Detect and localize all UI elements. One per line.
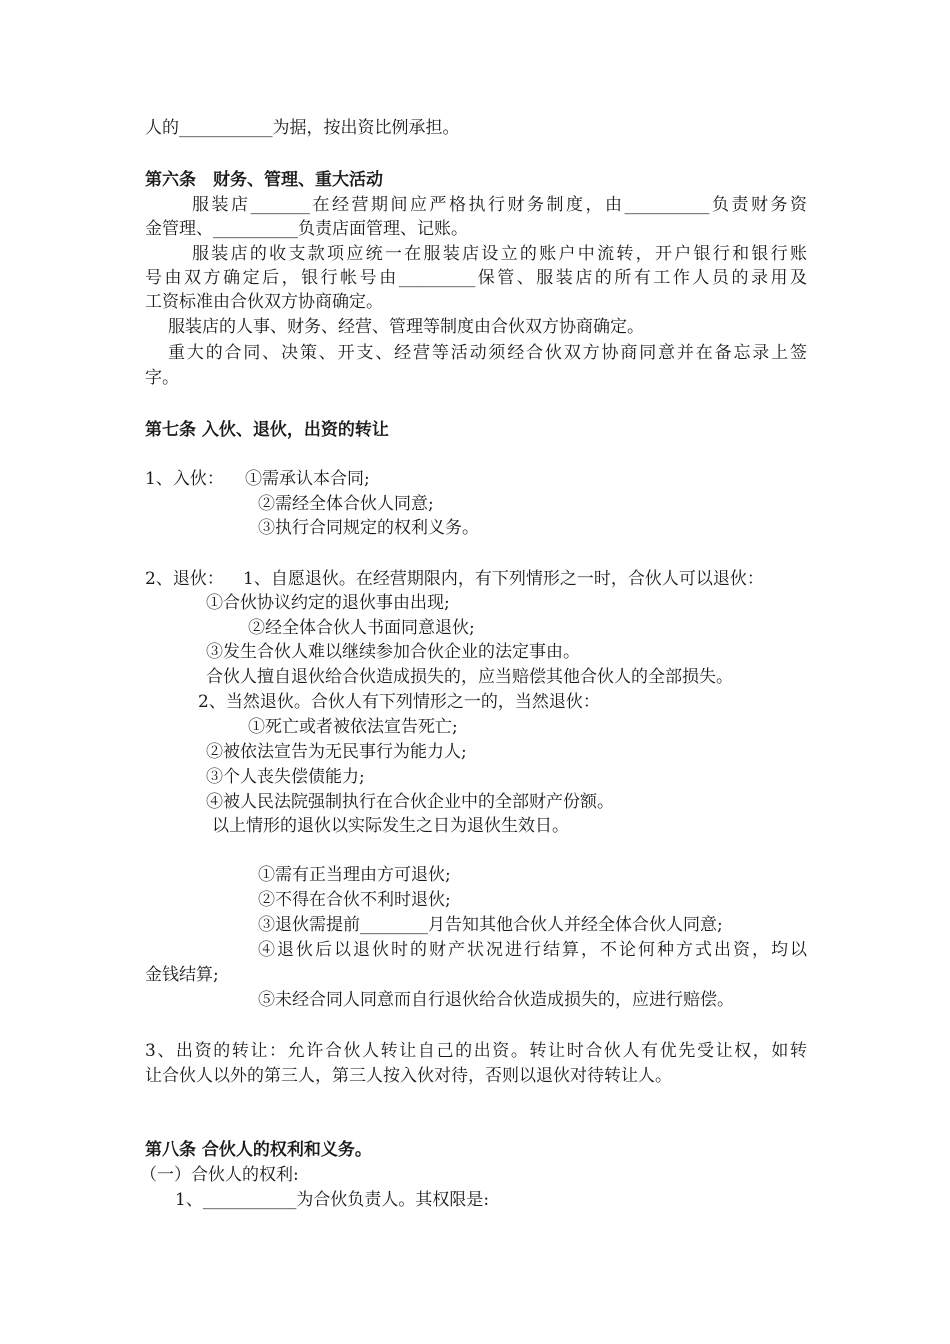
list-item: ③执行合同规定的权利义务。 bbox=[258, 518, 479, 538]
list-label: 1、入伙： bbox=[145, 469, 224, 489]
paragraph-line: 金管理、__________负责店面管理、记账。 bbox=[145, 219, 468, 239]
list-item: ①死亡或者被依法宣告死亡; bbox=[248, 717, 458, 737]
list-item: ③个人丧失偿债能力; bbox=[206, 767, 365, 787]
paragraph-line: 字。 bbox=[145, 368, 179, 388]
list-item: ②需经全体合伙人同意; bbox=[258, 494, 434, 514]
list-item: 2、当然退伙。合伙人有下列情形之一的，当然退伙： bbox=[198, 692, 600, 712]
list-item: 1、___________为合伙负责人。其权限是: bbox=[175, 1190, 490, 1210]
paragraph-line: 让合伙人以外的第三人，第三人按入伙对待，否则以退伙对待转让人。 bbox=[145, 1066, 672, 1086]
paragraph-line: 3、出资的转让：允许合伙人转让自己的出资。转让时合伙人有优先受让权，如转 bbox=[145, 1041, 807, 1061]
section-heading-8: 第八条 合伙人的权利和义务。 bbox=[145, 1140, 372, 1160]
list-item: 合伙人擅自退伙给合伙造成损失的，应当赔偿其他合伙人的全部损失。 bbox=[206, 667, 733, 687]
paragraph-line: 号由双方确定后，银行帐号由_________保管、服装店的所有工作人员的录用及 bbox=[145, 268, 807, 288]
list-item: ⑤未经合同人同意而自行退伙给合伙造成损失的，应进行赔偿。 bbox=[258, 990, 734, 1010]
paragraph-line: 服装店的人事、财务、经营、管理等制度由合伙双方协商确定。 bbox=[168, 317, 644, 337]
list-item: 1、自愿退伙。在经营期限内，有下列情形之一时，合伙人可以退伙： bbox=[243, 569, 764, 589]
list-item: ④被人民法院强制执行在合伙企业中的全部财产份额。 bbox=[206, 792, 614, 812]
subsection-heading: （一）合伙人的权利: bbox=[140, 1165, 299, 1185]
list-item: ①需有正当理由方可退伙; bbox=[258, 865, 451, 885]
section-heading-7: 第七条 入伙、退伙，出资的转让 bbox=[145, 420, 389, 440]
list-item: ②被依法宣告为无民事行为能力人; bbox=[206, 742, 467, 762]
list-item: ②不得在合伙不利时退伙; bbox=[258, 890, 451, 910]
paragraph-line: 服装店_______在经营期间应严格执行财务制度，由__________负责财务资 bbox=[192, 195, 807, 215]
section-heading-6: 第六条 财务、管理、重大活动 bbox=[145, 170, 383, 190]
list-item: 以上情形的退伙以实际发生之日为退伙生效日。 bbox=[212, 816, 569, 836]
list-item: 金钱结算; bbox=[145, 965, 219, 985]
list-item: ①需承认本合同; bbox=[245, 469, 370, 489]
text-line: 人的___________为据，按出资比例承担。 bbox=[145, 118, 460, 138]
list-item: ③退伙需提前________月告知其他合伙人并经全体合伙人同意; bbox=[258, 915, 723, 935]
list-label: 2、退伙： bbox=[145, 569, 224, 589]
list-item: ①合伙协议约定的退伙事由出现; bbox=[206, 593, 450, 613]
paragraph-line: 重大的合同、决策、开支、经营等活动须经合伙双方协商同意并在备忘录上签 bbox=[168, 343, 807, 363]
list-item: ②经全体合伙人书面同意退伙; bbox=[248, 618, 475, 638]
paragraph-line: 服装店的收支款项应统一在服装店设立的账户中流转，开户银行和银行账 bbox=[192, 244, 807, 264]
list-item: ④退伙后以退伙时的财产状况进行结算，不论何种方式出资，均以 bbox=[258, 940, 807, 960]
list-item: ③发生合伙人难以继续参加合伙企业的法定事由。 bbox=[206, 642, 580, 662]
paragraph-line: 工资标准由合伙双方协商确定。 bbox=[145, 292, 383, 312]
